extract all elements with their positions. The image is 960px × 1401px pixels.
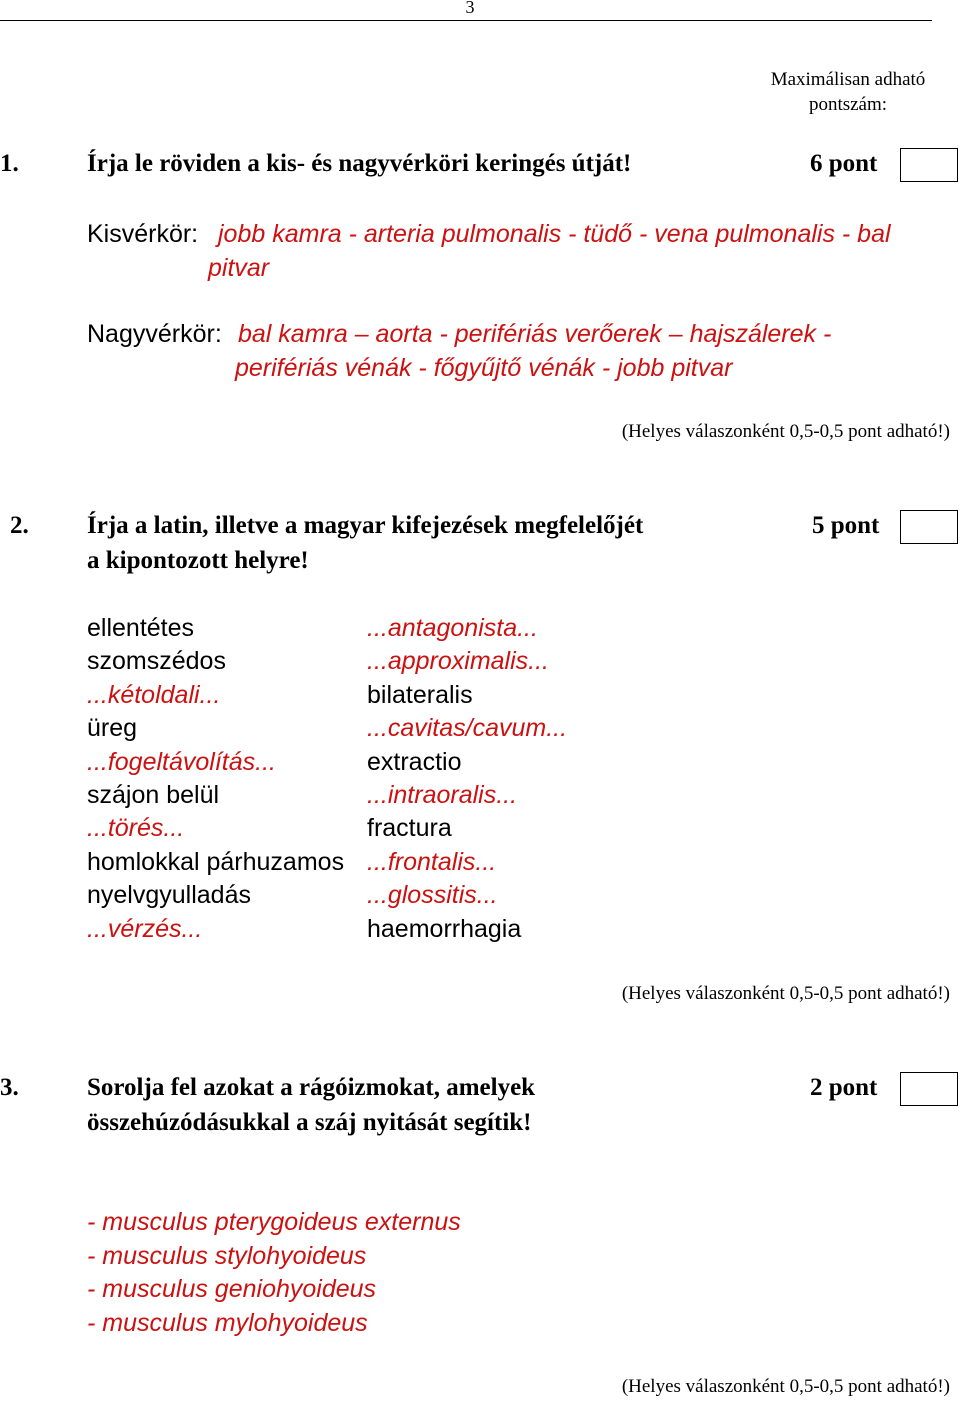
term-row-4-left: üreg	[87, 714, 138, 742]
q2-scoring-note: (Helyes válaszonként 0,5-0,5 pont adható!)	[621, 983, 950, 1004]
term-row-1-right: ...antagonista...	[367, 614, 538, 642]
q3-answer-3: - musculus geniohyoideus	[87, 1275, 377, 1303]
term-row-6-right: ...intraoralis...	[367, 781, 518, 809]
max-points-label: Maximálisan adható pontszám:	[770, 69, 926, 115]
q2-number: 2.	[10, 512, 29, 539]
q1-score-box[interactable]	[900, 148, 958, 182]
q2-score-box[interactable]	[900, 510, 958, 544]
term-row-6-left: szájon belül	[87, 781, 220, 809]
q1-scoring-note: (Helyes válaszonként 0,5-0,5 pont adható!)	[621, 421, 950, 442]
term-row-5-left: ...fogeltávolítás...	[87, 748, 276, 776]
term-row-5-right: extractio	[367, 748, 462, 776]
q1-large-circulation-label: Nagyvérkör:	[87, 320, 222, 348]
term-row-9-left: nyelvgyulladás	[87, 881, 251, 909]
term-row-1-left: ellentétes	[87, 614, 195, 642]
header-rule	[0, 20, 932, 21]
q3-answer-1: - musculus pterygoideus externus	[87, 1208, 461, 1236]
q1-large-circulation-answer-1: bal kamra – aorta - perifériás verőerek – hajszálerek -	[238, 320, 832, 348]
q2-title-line-2: a kipontozott helyre!	[87, 547, 309, 574]
page-number: 3	[465, 0, 475, 17]
term-row-10-right: haemorrhagia	[367, 915, 522, 943]
q3-title-line-1: Sorolja fel azokat a rágóizmokat, amelyek	[87, 1074, 536, 1101]
term-row-8-right: ...frontalis...	[367, 848, 497, 876]
q1-small-circulation-label: Kisvérkör:	[87, 220, 199, 248]
term-row-3-left: ...kétoldali...	[87, 681, 221, 709]
q1-title: Írja le röviden a kis- és nagyvérköri keringés útját!	[87, 150, 632, 177]
q1-small-circulation-answer-1: jobb kamra - arteria pulmonalis - tüdő - vena pulmonalis - bal	[218, 220, 891, 248]
term-row-10-left: ...vérzés...	[87, 915, 203, 943]
q1-number: 1.	[0, 150, 19, 177]
q3-title-line-2: összehúzódásukkal a száj nyitását segítik!	[87, 1109, 532, 1136]
term-row-7-right: fractura	[367, 814, 452, 842]
term-row-2-left: szomszédos	[87, 647, 226, 675]
term-row-8-left: homlokkal párhuzamos	[87, 848, 345, 876]
q3-scoring-note: (Helyes válaszonként 0,5-0,5 pont adható!)	[621, 1376, 950, 1397]
q3-number: 3.	[0, 1074, 19, 1101]
q1-points: 6 pont	[810, 150, 878, 177]
term-row-2-right: ...approximalis...	[367, 647, 550, 675]
term-row-7-left: ...törés...	[87, 814, 185, 842]
term-row-9-right: ...glossitis...	[367, 881, 498, 909]
q3-answer-4: - musculus mylohyoideus	[87, 1309, 368, 1337]
q3-points: 2 pont	[810, 1074, 878, 1101]
q2-title-line-1: Írja a latin, illetve a magyar kifejezések megfelelőjét	[87, 512, 644, 539]
q3-score-box[interactable]	[900, 1072, 958, 1106]
q1-large-circulation-answer-2: perifériás vénák - főgyűjtő vénák - jobb pitvar	[235, 354, 733, 382]
term-row-4-right: ...cavitas/cavum...	[367, 714, 568, 742]
q2-points: 5 pont	[812, 512, 880, 539]
term-row-3-right: bilateralis	[367, 681, 473, 709]
q1-small-circulation-answer-2: pitvar	[208, 254, 270, 282]
q3-answer-2: - musculus stylohyoideus	[87, 1242, 367, 1270]
